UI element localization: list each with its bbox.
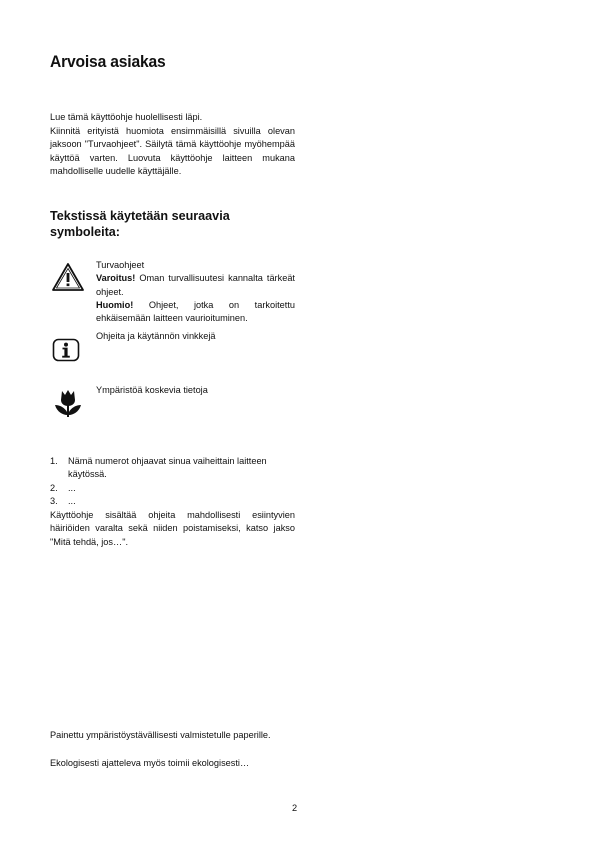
intro-paragraph-1: Lue tämä käyttöohje huolellisesti läpi. bbox=[50, 112, 203, 122]
notice-label: Huomio! bbox=[96, 299, 134, 310]
list-item bbox=[50, 482, 295, 495]
warning-note bbox=[96, 272, 295, 299]
troubleshoot-paragraph: Käyttöohje sisältää ohjeita mahdollisesti esiintyvien häiriöiden varalta sekä niiden poistamiseksi, katso jakso "Mitä tehdä, jos…". bbox=[50, 510, 295, 547]
safety-symbol-block bbox=[96, 259, 295, 325]
list-item bbox=[50, 495, 295, 508]
step-text: Nämä numerot ohjaavat sinua vaiheittain laitteen käytössä. bbox=[68, 456, 267, 480]
safety-title: Turvaohjeet bbox=[96, 260, 145, 270]
footer-eco-note: Ekologisesti ajatteleva myös toimii ekologisesti… bbox=[50, 758, 250, 768]
symbols-heading: Tekstissä käytetään seuraavia symboleita: bbox=[50, 209, 230, 239]
environment-text: Ympäristöä koskevia tietoja bbox=[96, 385, 208, 395]
page-number: 2 bbox=[292, 803, 298, 813]
warning-triangle-icon bbox=[51, 262, 85, 292]
step-text: ... bbox=[68, 482, 76, 493]
step-number: 1. bbox=[50, 456, 58, 466]
step-number: 3. bbox=[50, 495, 58, 506]
step-number: 2. bbox=[50, 482, 58, 493]
warning-text: Oman turvallisuutesi kannalta tärkeät ohjeet. bbox=[96, 273, 295, 297]
info-icon bbox=[52, 338, 80, 362]
footer-paper-note: Painettu ympäristöystävällisesti valmistetulle paperille. bbox=[50, 730, 271, 740]
notice-note bbox=[96, 299, 295, 326]
notice-text: Ohjeet, jotka on tarkoitettu ehkäisemään laitteen vaurioituminen. bbox=[96, 299, 296, 324]
steps-list bbox=[50, 455, 295, 508]
page-title: Arvoisa asiakas bbox=[50, 52, 166, 71]
step-text: ... bbox=[68, 495, 76, 506]
tips-text: Ohjeita ja käytännön vinkkejä bbox=[96, 331, 216, 341]
intro-paragraph-2: Kiinnitä erityistä huomiota ensimmäisillä sivuilla olevan jaksoon "Turvaohjeet". Säilytä tämä käyttöohje myöhempää käyttöä varten. Luovuta käyttöohje laitteen mukana mahdolliselle uudelle käyttäjälle. bbox=[50, 126, 295, 176]
list-item bbox=[50, 455, 295, 482]
warning-label: Varoitus! bbox=[96, 273, 136, 284]
environment-flower-icon bbox=[53, 388, 83, 418]
